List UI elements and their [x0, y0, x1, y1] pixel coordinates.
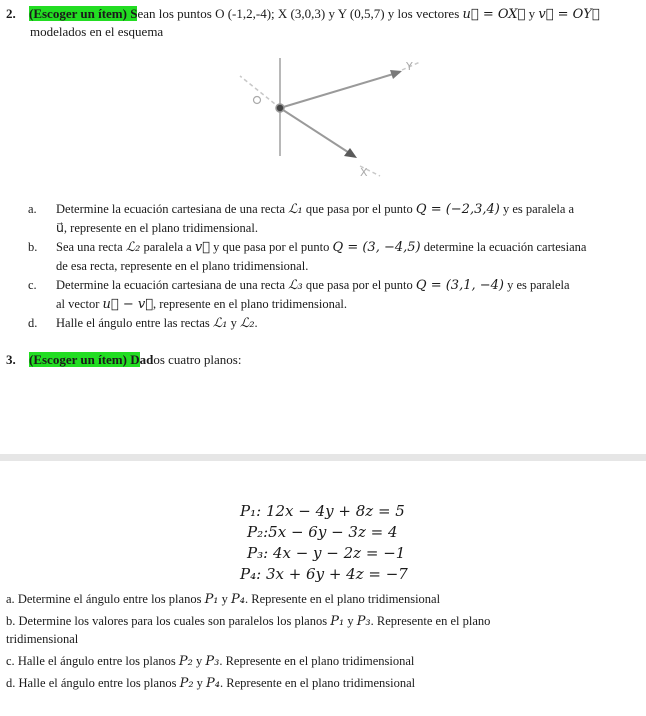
- item-text: Halle el ángulo entre los planos: [18, 676, 180, 690]
- vector-oy-arrowhead: [390, 70, 402, 79]
- item-text: y es paralela a: [499, 202, 575, 216]
- item-marker: d.: [28, 316, 38, 330]
- plane-p1: [240, 502, 405, 520]
- problem-3-tag: (Escoger un ítem) D: [29, 352, 140, 367]
- item-marker: d.: [6, 676, 16, 690]
- plane-symbol: P₁: [330, 614, 345, 629]
- item-marker: b.: [6, 614, 16, 628]
- item-text: , represente en el plano tridimensional.: [153, 297, 348, 311]
- vector-difference: u⃗ − v⃗: [102, 297, 153, 312]
- origin-point: [276, 104, 284, 112]
- plane-symbol: P₂: [179, 676, 194, 691]
- origin-hollow-marker: [254, 97, 261, 104]
- vector-v-definition: v⃗ = OY⃗: [538, 7, 600, 22]
- item-text: Sea una recta: [56, 240, 126, 254]
- item-marker: a.: [6, 592, 15, 606]
- item-text: . Represente en el plano tridimensional: [245, 592, 441, 606]
- item-marker: c.: [6, 654, 15, 668]
- vector-symbol: v⃗: [194, 240, 210, 255]
- plane-equation: 5x − 6y − 3z = 4: [268, 523, 398, 541]
- line-symbol: ℒ₃: [288, 278, 303, 293]
- item-text: Determine la ecuación cartesiana de una recta: [56, 202, 289, 216]
- point-q: Q = (3, −4,5): [332, 240, 421, 255]
- item-marker: b.: [28, 240, 38, 254]
- problem-2-intro: ean los puntos O (-1,2,-4); X (3,0,3) y Y (0,5,7) y los vectores: [137, 6, 463, 21]
- plane-name: P₂:: [247, 523, 269, 541]
- item-text: paralela a: [140, 240, 195, 254]
- plane-name: P₄:: [240, 565, 262, 583]
- problem-2-tag: (Escoger un ítem) S: [29, 6, 138, 21]
- item-text: Halle el ángulo entre los planos: [17, 654, 179, 668]
- problem-3-item-b: [6, 614, 490, 629]
- item-text-line2: de esa recta, represente en el plano tridimensional.: [56, 259, 309, 273]
- item-text: . Represente en el plano tridimensional: [220, 676, 416, 690]
- vector-u-definition: u⃗ = OX⃗: [462, 7, 526, 22]
- plane-symbol: P₁: [204, 592, 219, 607]
- problem-3-item-b-line2: tridimensional: [6, 632, 79, 646]
- plane-p4: [240, 565, 408, 583]
- point-q: Q = (−2,3,4): [415, 202, 500, 217]
- item-text: que pasa por el punto: [302, 278, 416, 292]
- vector-diagram: [230, 48, 430, 180]
- item-text: y: [192, 654, 206, 668]
- vector-ox: [280, 108, 354, 156]
- label-o: O: [230, 48, 231, 49]
- item-text: y es paralela: [503, 278, 570, 292]
- plane-symbol: P₄: [206, 676, 221, 691]
- item-text: Determine los valores para los cuales son paralelos los planos: [18, 614, 331, 628]
- item-text: .: [254, 316, 258, 330]
- item-text: Determine la ecuación cartesiana de una recta: [56, 278, 289, 292]
- plane-symbol: P₂: [178, 654, 193, 669]
- problem-3-intro-bold: ad: [139, 352, 154, 367]
- problem-3-item-a: [6, 592, 440, 607]
- problem-2-number: 2.: [6, 6, 16, 21]
- item-text: al vector: [56, 297, 103, 311]
- label-y: Y: [406, 60, 413, 73]
- and-text: y: [525, 6, 539, 21]
- problem-3-item-d: [6, 676, 415, 691]
- problem-2-intro-line2: modelados en el esquema: [30, 24, 164, 39]
- item-text: y: [227, 316, 240, 330]
- item-text: y que pasa por el punto: [209, 240, 333, 254]
- item-marker: c.: [28, 278, 37, 292]
- point-q: Q = (3,1, −4): [415, 278, 504, 293]
- label-x: X: [360, 166, 368, 179]
- problem-3-header: [6, 352, 241, 368]
- problem-2-header: [6, 6, 600, 22]
- plane-p3: [247, 544, 405, 562]
- plane-equation: 4x − y − 2z = −1: [272, 544, 406, 562]
- problem-3-number: 3.: [6, 352, 16, 367]
- plane-name: P₃:: [247, 544, 269, 562]
- item-text: y: [193, 676, 207, 690]
- item-text: y: [344, 614, 357, 628]
- plane-symbol: P₃: [356, 614, 371, 629]
- item-text: determine la ecuación cartesiana: [420, 240, 587, 254]
- vector-oy: [280, 72, 400, 108]
- plane-name: P₁:: [240, 502, 262, 520]
- vector-ox-arrowhead: [344, 148, 357, 158]
- item-marker: a.: [28, 202, 37, 216]
- item-text-line2: u⃗, represente en el plano tridimensional.: [56, 221, 258, 235]
- plane-symbol: P₄: [231, 592, 245, 607]
- line-symbol: ℒ₂: [239, 316, 255, 331]
- line-symbol: ℒ₂: [125, 240, 141, 255]
- problem-3-item-c: [6, 654, 414, 669]
- plane-equation: 3x + 6y + 4z = −7: [265, 565, 408, 583]
- problem-3-intro: os cuatro planos:: [153, 352, 242, 367]
- plane-p2: [247, 523, 398, 541]
- line-symbol: ℒ₁: [212, 316, 228, 331]
- item-text: Halle el ángulo entre las rectas: [56, 316, 213, 330]
- plane-symbol: P₃: [205, 654, 220, 669]
- item-text: . Represente en el plano: [370, 614, 491, 628]
- page-divider: [0, 454, 646, 461]
- dashed-axis-left: [240, 76, 280, 108]
- plane-equation: 12x − 4y + 8z = 5: [265, 502, 405, 520]
- line-symbol: ℒ₁: [288, 202, 303, 217]
- item-text: que pasa por el punto: [302, 202, 416, 216]
- item-text: Determine el ángulo entre los planos: [17, 592, 205, 606]
- item-text: y: [218, 592, 232, 606]
- item-text: . Represente en el plano tridimensional: [219, 654, 415, 668]
